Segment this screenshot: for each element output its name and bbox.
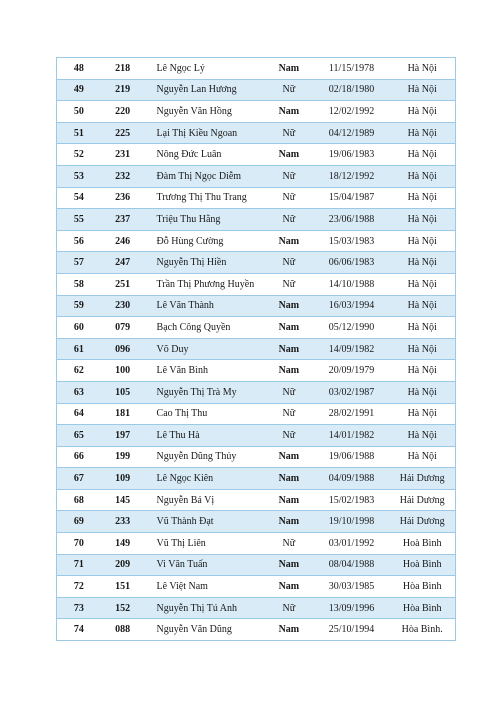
gender-cell: Nam [278, 473, 300, 485]
gender-cell: Nữ [282, 429, 296, 441]
record-id-cell: 218 [115, 62, 131, 74]
hometown-cell: Hà Nội [407, 105, 437, 117]
full-name-cell: Nguyễn Lan Hương [156, 84, 237, 96]
date-of-birth-cell: 15/02/1983 [328, 494, 375, 506]
full-name-cell: Nguyễn Bá Vị [156, 494, 215, 506]
table-row [56, 339, 456, 361]
row-number-cell: 48 [73, 62, 84, 74]
gender-cell: Nữ [282, 192, 296, 204]
hometown-cell: Hà Nội [407, 192, 437, 204]
date-of-birth-cell: 20/09/1979 [328, 365, 375, 377]
record-id-cell: 109 [115, 473, 131, 485]
full-name-cell: Lại Thị Kiều Ngoan [156, 127, 238, 139]
row-number-cell: 74 [73, 624, 84, 636]
gender-cell: Nam [278, 300, 300, 312]
date-of-birth-cell: 16/03/1994 [328, 300, 375, 312]
table-row [56, 317, 456, 339]
record-id-cell: 232 [115, 170, 131, 182]
record-id-cell: 209 [115, 559, 131, 571]
hometown-cell: Hà Nội [407, 127, 437, 139]
full-name-cell: Triệu Thu Hằng [156, 213, 221, 225]
row-number-cell: 63 [73, 386, 84, 398]
record-id-cell: 231 [115, 149, 131, 161]
table-row [56, 533, 456, 555]
table-row [56, 166, 456, 188]
table-row [56, 58, 456, 80]
hometown-cell: Hà Nội [407, 84, 437, 96]
table-row [56, 555, 456, 577]
hometown-cell: Hà Nội [407, 278, 437, 290]
employee-table [56, 57, 456, 641]
record-id-cell: 100 [115, 365, 131, 377]
table-row [56, 511, 456, 533]
table-row [56, 80, 456, 102]
row-number-cell: 72 [73, 581, 84, 593]
row-number-cell: 57 [73, 257, 84, 269]
table-row [56, 209, 456, 231]
hometown-cell: Hà Nội [407, 429, 437, 441]
gender-cell: Nam [278, 624, 300, 636]
table-row [56, 101, 456, 123]
hometown-cell: Hà Nội [407, 300, 437, 312]
record-id-cell: 236 [115, 192, 131, 204]
table-row [56, 382, 456, 404]
row-number-cell: 50 [73, 105, 84, 117]
row-number-cell: 65 [73, 429, 84, 441]
date-of-birth-cell: 23/06/1988 [328, 213, 375, 225]
date-of-birth-cell: 04/12/1989 [328, 127, 375, 139]
date-of-birth-cell: 19/06/1983 [328, 149, 375, 161]
record-id-cell: 225 [115, 127, 131, 139]
hometown-cell: Hà Nội [407, 62, 437, 74]
table-row [56, 490, 456, 512]
record-id-cell: 152 [115, 602, 131, 614]
record-id-cell: 197 [115, 429, 131, 441]
table-row [56, 188, 456, 210]
hometown-cell: Hà Nội [407, 149, 437, 161]
hometown-cell: Hải Dương [399, 473, 445, 485]
record-id-cell: 220 [115, 105, 131, 117]
table-row [56, 468, 456, 490]
hometown-cell: Hà Nội [407, 257, 437, 269]
hometown-cell: Hải Dương [399, 494, 445, 506]
row-number-cell: 68 [73, 494, 84, 506]
record-id-cell: 105 [115, 386, 131, 398]
gender-cell: Nam [278, 516, 300, 528]
record-id-cell: 088 [115, 624, 131, 636]
gender-cell: Nam [278, 343, 300, 355]
hometown-cell: Hải Dương [399, 516, 445, 528]
gender-cell: Nữ [282, 127, 296, 139]
table-row [56, 123, 456, 145]
table-row [56, 144, 456, 166]
table-row [56, 619, 456, 641]
record-id-cell: 079 [115, 321, 131, 333]
record-id-cell: 181 [115, 408, 131, 420]
row-number-cell: 73 [73, 602, 84, 614]
gender-cell: Nam [278, 105, 300, 117]
gender-cell: Nữ [282, 537, 296, 549]
row-number-cell: 71 [73, 559, 84, 571]
gender-cell: Nam [278, 451, 300, 463]
gender-cell: Nữ [282, 213, 296, 225]
table-row [56, 404, 456, 426]
record-id-cell: 096 [115, 343, 131, 355]
date-of-birth-cell: 28/02/1991 [328, 408, 375, 420]
full-name-cell: Lê Thu Hà [156, 429, 200, 441]
date-of-birth-cell: 14/10/1988 [328, 278, 375, 290]
hometown-cell: Hà Nội [407, 343, 437, 355]
hometown-cell: Hà Nội [407, 235, 437, 247]
full-name-cell: Nguyễn Dũng Thủy [156, 451, 237, 463]
record-id-cell: 237 [115, 213, 131, 225]
row-number-cell: 67 [73, 473, 84, 485]
record-id-cell: 230 [115, 300, 131, 312]
full-name-cell: Cao Thị Thu [156, 408, 208, 420]
full-name-cell: Lê Ngọc Kiên [156, 473, 214, 485]
table-row [56, 252, 456, 274]
row-number-cell: 62 [73, 365, 84, 377]
date-of-birth-cell: 03/01/1992 [328, 537, 375, 549]
row-number-cell: 56 [73, 235, 84, 247]
hometown-cell: Hoà Bình [402, 559, 442, 571]
full-name-cell: Nguyễn Văn Dũng [156, 624, 232, 636]
date-of-birth-cell: 06/06/1983 [328, 257, 375, 269]
record-id-cell: 199 [115, 451, 131, 463]
table-row [56, 296, 456, 318]
gender-cell: Nữ [282, 386, 296, 398]
row-number-cell: 64 [73, 408, 84, 420]
hometown-cell: Hà Nội [407, 213, 437, 225]
hometown-cell: Hoà Bình [402, 537, 442, 549]
full-name-cell: Võ Duy [156, 343, 189, 355]
row-number-cell: 49 [73, 84, 84, 96]
gender-cell: Nam [278, 365, 300, 377]
date-of-birth-cell: 25/10/1994 [328, 624, 375, 636]
row-number-cell: 51 [73, 127, 84, 139]
full-name-cell: Nguyễn Thị Hiền [156, 257, 227, 269]
full-name-cell: Trương Thị Thu Trang [156, 192, 247, 204]
gender-cell: Nam [278, 559, 300, 571]
date-of-birth-cell: 04/09/1988 [328, 473, 375, 485]
row-number-cell: 55 [73, 213, 84, 225]
record-id-cell: 246 [115, 235, 131, 247]
gender-cell: Nữ [282, 278, 296, 290]
date-of-birth-cell: 14/01/1982 [328, 429, 375, 441]
date-of-birth-cell: 03/02/1987 [328, 386, 375, 398]
full-name-cell: Vi Văn Tuấn [156, 559, 208, 571]
date-of-birth-cell: 13/09/1996 [328, 602, 375, 614]
gender-cell: Nữ [282, 257, 296, 269]
full-name-cell: Trần Thị Phương Huyền [156, 278, 255, 290]
full-name-cell: Nguyễn Thị Tú Anh [156, 602, 237, 614]
hometown-cell: Hòa Bình [402, 602, 442, 614]
gender-cell: Nam [278, 235, 300, 247]
date-of-birth-cell: 12/02/1992 [328, 105, 375, 117]
full-name-cell: Vũ Thành Đạt [156, 516, 214, 528]
full-name-cell: Đỗ Hùng Cường [156, 235, 224, 247]
row-number-cell: 66 [73, 451, 84, 463]
full-name-cell: Nguyễn Văn Hồng [156, 105, 232, 117]
row-number-cell: 59 [73, 300, 84, 312]
date-of-birth-cell: 15/03/1983 [328, 235, 375, 247]
date-of-birth-cell: 15/04/1987 [328, 192, 375, 204]
full-name-cell: Đàm Thị Ngọc Diễm [156, 170, 242, 182]
gender-cell: Nam [278, 62, 300, 74]
table-row [56, 598, 456, 620]
table-row [56, 576, 456, 598]
row-number-cell: 69 [73, 516, 84, 528]
row-number-cell: 70 [73, 537, 84, 549]
row-number-cell: 61 [73, 343, 84, 355]
row-number-cell: 53 [73, 170, 84, 182]
record-id-cell: 233 [115, 516, 131, 528]
full-name-cell: Vũ Thị Liên [156, 537, 206, 549]
full-name-cell: Nông Đức Luân [156, 149, 222, 161]
record-id-cell: 151 [115, 581, 131, 593]
date-of-birth-cell: 19/06/1988 [328, 451, 375, 463]
date-of-birth-cell: 30/03/1985 [328, 581, 375, 593]
date-of-birth-cell: 19/10/1998 [328, 516, 375, 528]
table-row [56, 447, 456, 469]
table-row [56, 231, 456, 253]
table-row [56, 425, 456, 447]
hometown-cell: Hà Nội [407, 451, 437, 463]
hometown-cell: Hà Nội [407, 365, 437, 377]
date-of-birth-cell: 11/15/1978 [328, 62, 375, 74]
hometown-cell: Hà Nội [407, 170, 437, 182]
hometown-cell: Hà Nội [407, 408, 437, 420]
gender-cell: Nam [278, 581, 300, 593]
record-id-cell: 251 [115, 278, 131, 290]
date-of-birth-cell: 05/12/1990 [328, 321, 375, 333]
full-name-cell: Lê Văn Bình [156, 365, 209, 377]
date-of-birth-cell: 02/18/1980 [328, 84, 375, 96]
record-id-cell: 145 [115, 494, 131, 506]
full-name-cell: Lê Ngọc Lý [156, 62, 205, 74]
gender-cell: Nam [278, 494, 300, 506]
row-number-cell: 54 [73, 192, 84, 204]
hometown-cell: Hòa Bình [402, 581, 442, 593]
date-of-birth-cell: 18/12/1992 [328, 170, 375, 182]
row-number-cell: 60 [73, 321, 84, 333]
record-id-cell: 247 [115, 257, 131, 269]
date-of-birth-cell: 08/04/1988 [328, 559, 375, 571]
record-id-cell: 219 [115, 84, 131, 96]
gender-cell: Nam [278, 149, 300, 161]
date-of-birth-cell: 14/09/1982 [328, 343, 375, 355]
table-row [56, 274, 456, 296]
hometown-cell: Hòa Bình. [401, 624, 443, 636]
table-row [56, 360, 456, 382]
full-name-cell: Lê Văn Thành [156, 300, 214, 312]
hometown-cell: Hà Nội [407, 386, 437, 398]
row-number-cell: 52 [73, 149, 84, 161]
gender-cell: Nữ [282, 602, 296, 614]
full-name-cell: Bạch Công Quyền [156, 321, 231, 333]
gender-cell: Nữ [282, 170, 296, 182]
full-name-cell: Lê Việt Nam [156, 581, 208, 593]
hometown-cell: Hà Nội [407, 321, 437, 333]
full-name-cell: Nguyễn Thị Trà My [156, 386, 237, 398]
gender-cell: Nữ [282, 84, 296, 96]
record-id-cell: 149 [115, 537, 131, 549]
gender-cell: Nam [278, 321, 300, 333]
gender-cell: Nữ [282, 408, 296, 420]
row-number-cell: 58 [73, 278, 84, 290]
